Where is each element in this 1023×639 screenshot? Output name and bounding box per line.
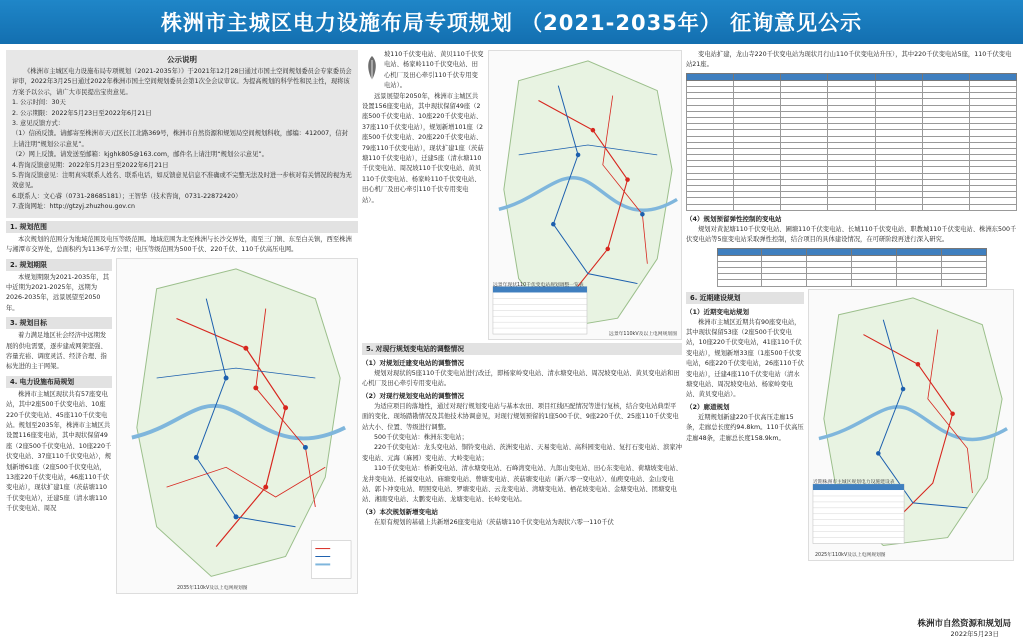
notice-heading: 公示说明	[167, 55, 197, 64]
table-row	[717, 280, 986, 286]
section-goal-text: 着力满足地区社会经济中远期发展的供电需要，逐步建成网架坚强、容量充裕、调度灵活、经济合理、指标先进的主干网架。	[6, 332, 107, 371]
sub-2-title: （2）对现行规划变电站的调整情况	[362, 391, 465, 400]
leaf-logo-icon	[362, 54, 382, 82]
sub-3-text: 在原有规划的基础上共新增26座变电站（茨菇塘110千伏变电站为现状六零一110千伏	[374, 518, 614, 526]
section-period-text: 本规划期限为2021-2035年，其中近期为2021-2025年，远期为2026-2035年，远景展望至2050年。	[6, 273, 109, 312]
notice-item: （1）信函反馈。请邮寄至株洲市天元区长江北路369号，株洲市自然资源和规划局空间规划科收，邮编：412007，信封上请注明“规划公示意见”。	[12, 130, 349, 148]
title-banner	[0, 0, 1023, 44]
table-cell	[922, 204, 969, 210]
issuing-organization: 株洲市自然资源和规划局	[917, 619, 1011, 629]
table-cell	[941, 248, 986, 255]
table-row	[717, 248, 986, 255]
table-cell	[687, 73, 734, 80]
notice-item: 3. 意见反馈方式：	[12, 120, 65, 128]
issue-date: 2022年5月23日	[950, 630, 999, 638]
new-substation-table	[686, 73, 1017, 211]
sub-61-title: （1）近期变电站规划	[686, 307, 750, 316]
section-layout-title: 4. 电力设施布局规划	[6, 376, 112, 388]
right-column	[686, 50, 1017, 639]
table-cell	[896, 280, 941, 286]
map-2035	[116, 258, 358, 594]
section-6-title: 6. 近期建设规划	[686, 292, 804, 304]
sub-2-text: 220千伏变电站：龙头变电站、铜铃变电站、茨洲变电站、天易变电站、高科园变电站、复打石变电站、滨家冲变电站、元海（麻园）变电站、大岭变电站；	[362, 444, 682, 462]
flex-substation-table-body	[717, 248, 986, 286]
table-cell	[762, 248, 807, 255]
notice-item: 1. 公示时间：30天	[12, 99, 66, 107]
map-longterm	[488, 50, 682, 340]
notice-intro: 《株洲市主城区电力设施布局专项规划（2021-2035年）》于2021年12月28日通过市国土空间规划委员会专家委员会评审，2022年3月25日通过2022年株洲市国土空间规划委员会第1次全会议审议。为提高规划的科学性和民主性，现将该方案予以公示，请广大市民提出宝贵意见。	[12, 68, 352, 96]
table-cell	[734, 73, 781, 80]
sub-1-title: （1）对规划迁建变电站的调整情况	[362, 359, 465, 367]
section-period-title: 2. 规划期限	[6, 259, 112, 271]
table-cell	[781, 204, 828, 210]
section-layout-text: 株洲市主城区现状共有57座变电站，其中2座500千伏变电站、10座220千伏变电站、45座110千伏变电站。规划至2035年，株洲市主城区共设置116座变电站，其中现状保留49座（2座500千伏变电站、10座220千伏变电站、37座110千伏变电站），规划新增61座（2座500千伏变电站，13座220千伏变电站，46座110千伏变电站），现状扩建1座（茨菇塘110千伏变电站），迁建5座（清水塘110千伏变电站、周况	[6, 390, 112, 513]
table-cell	[828, 204, 875, 210]
table-cell	[807, 248, 852, 255]
map-2035-drawing	[117, 259, 357, 592]
map-2025-drawing	[809, 290, 1013, 559]
table-row	[687, 204, 1017, 210]
section-scope-text: 本次规划的范围分为地域范围及电压等级范围。地域范围为北至株洲与长沙交界处，南至三门镇、东至白关镇，西至株洲与湘潭市交界处，总面积约为1136平方公里；电压等级范围为500千伏、220千伏、110千伏高压电网。	[6, 235, 352, 254]
sub-4-text: 规划对黄泥塘110千伏变电站、圃塘110千伏变电站、长城110千伏变电站、职教城110千伏变电站、株洲东500千伏变电站等5座变电站采取弹性控制，结合项目的具体建设情况，在可研阶段再进行深入研究。	[686, 225, 1017, 244]
section-5-title: 5. 对现行规划变电站的调整情况	[362, 343, 682, 355]
map-longterm-caption: 远景年110kV及以上电网规划图	[609, 332, 677, 337]
longterm-text: 远景展望年2050年，株洲市主城区共设置156座变电站，其中现状保留49座（2座500千伏变电站、10座220千伏变电站、37座110千伏变电站），规划新增101座（2座500千伏变电站、20座220千伏变电站、79座110千伏变电站），现状扩建1座（茨菇塘110千伏变电站），迁建5座（清水塘110千伏变电站、周况坡110千伏变电站、黄贝110千伏变电站、杨家岭110千伏变电站、田心机厂及田心牵引110千伏专用变电站）。	[362, 92, 484, 204]
table-cell	[969, 204, 1016, 210]
table-cell	[807, 280, 852, 286]
table-cell	[717, 280, 762, 286]
left-column	[6, 50, 358, 639]
middle-column	[362, 50, 682, 639]
notice-item: 2. 公示期限：2022年5月23日至2022年6月21日	[12, 109, 152, 117]
sub-1-text: 规划对现状的5座110千伏变电站进行改迁，即杨家岭变电站、清水塘变电站、周况坡变电站、黄贝变电站和田心机厂及田心牵引专用变电站。	[362, 370, 680, 388]
table3-title: 近期株洲市主城区规划电力设施建设表	[813, 479, 895, 485]
sub-61-text: 株洲市主城区近期共有90座变电站，其中现状保留53座（2座500千伏变电站，10座220千伏变电站，41座110千伏变电站），规划新增33座（1座500千伏变电站，6座220千伏变电站，26座110千伏变电站），迁建4座110千伏变电站（清水塘变电站、周况坡变电站、杨家岭变电站、黄贝变电站）。	[686, 318, 804, 399]
table-cell	[828, 73, 875, 80]
table-cell	[875, 204, 922, 210]
sub-62-title: （2）廊道规划	[686, 402, 730, 411]
table-cell	[896, 248, 941, 255]
right-top-text: 变电站扩建，龙山寺220千伏变电站为现状月行山110千伏变电站升压），其中220千伏变电站5座，110千伏变电站21座。	[686, 51, 1012, 69]
notice-item: 7.查询网址：http://gtzyj.zhuzhou.gov.cn	[12, 203, 136, 211]
notice-box	[6, 50, 358, 218]
table-row	[687, 73, 1017, 80]
table-cell	[687, 204, 734, 210]
middle-top-text: 坡110千伏变电站、黄贝110千伏变电站、杨家岭110千伏变电站、田心机厂及田心牵引110千伏专用变电站）。	[384, 51, 484, 90]
table-cell	[969, 73, 1016, 80]
table-cell	[851, 248, 896, 255]
table-cell	[851, 280, 896, 286]
table-cell	[781, 73, 828, 80]
new-substation-table-body	[687, 73, 1017, 210]
sub-3-title: （3）本次规划新增变电站	[362, 507, 439, 516]
table-cell	[875, 73, 922, 80]
map-2035-caption: 2035年110kV及以上电网规划图	[177, 585, 248, 591]
table-cell	[762, 280, 807, 286]
section-goal-title: 3. 规划目标	[6, 317, 112, 329]
table-cell	[922, 73, 969, 80]
table-cell	[717, 248, 762, 255]
sub-2-text: 500千伏变电站：株洲东变电站；	[374, 434, 468, 442]
section-scope-title: 1. 规划范围	[6, 221, 358, 233]
notice-item: （2）网上反馈。请发送至邮箱：kjghk805@163.com，邮件名上请注明“规划公示意见”。	[12, 151, 268, 159]
map-longterm-drawing	[489, 51, 681, 338]
sub-4-title: （4）规划预留弹性控制的变电站	[686, 214, 782, 223]
notice-item: 6.联系人：文心睿（0731-28685181）；王智华（技术咨询，0731-22872420）	[12, 192, 242, 200]
map-2025-caption: 2025年110kV及以上电网规划图	[815, 552, 886, 558]
notice-item: 5.咨询反馈意见：注明真实联系人姓名、联系电话，如反馈意见信息不准确或不完整无法及时进一步核对有关情况的视为无效意见。	[12, 172, 352, 190]
sub-62-text: 近期规划新建220千伏高压走廊15条，走廊总长度约94.8km。110千伏高压走廊48条，走廊总长度158.9km。	[686, 413, 804, 442]
table-cell	[734, 204, 781, 210]
sub-2-text: 110千伏变电站：桥新变电站、清水塘变电站、石峰湾变电站、九郎山变电站、田心东变电站、荷塘坡变电站、龙井变电站、托福变电站、庙塘变电站、曾塘变电站、茨菇塘变电站（新六零一变电站）、仙庾变电站、金山变电站、郭卜冲变电站、明照变电站、罗塘变电站、云龙变电站、湾塘变电站、栖花坡变电站、金塘变电站、团塘变电站、湘南变电站、太鹏变电站、龙塘变电站、长岭变电站。	[362, 465, 682, 504]
table1-title: 远景年现状110千伏变电站规划调整一览表	[493, 283, 584, 288]
sub-2-text: 为适应项目的落地性，通过对现行规划变电站与基本农田、项目红线匹配情况等进行复核，结合变电站典型平面的变化、现场踏勘情况及其他技术协调意见，对现行规划预留的1座500千伏、9座220千伏、25座110千伏变电站大小、位置、等级进行调整。	[362, 402, 679, 431]
table-cell	[941, 280, 986, 286]
page-title: 株洲市主城区电力设施布局专项规划 （2021-2035年） 征询意见公示	[160, 11, 863, 35]
flex-substation-table	[717, 248, 987, 287]
map-2025	[808, 289, 1014, 561]
notice-item: 4.咨询反馈意见期：2022年5月23日至2022年6月21日	[12, 161, 169, 169]
